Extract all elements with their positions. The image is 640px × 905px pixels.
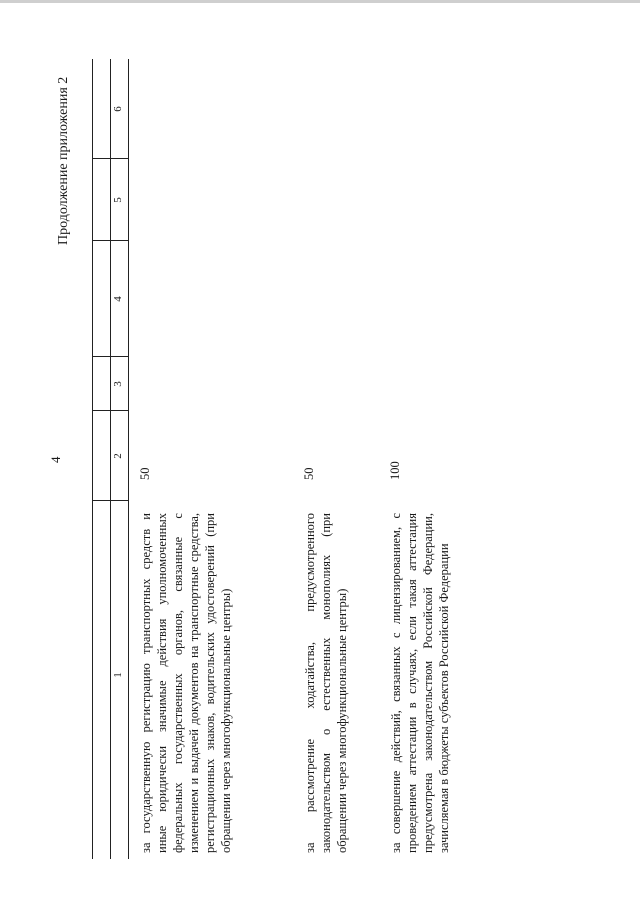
column-header-3: 3 bbox=[112, 381, 124, 387]
column-header-5: 5 bbox=[112, 197, 124, 203]
column-header-1: 1 bbox=[112, 672, 124, 678]
table-header-bottom-rule bbox=[128, 59, 129, 859]
column-header-2: 2 bbox=[112, 453, 124, 459]
table-top-rule bbox=[92, 59, 93, 859]
table-header-rule bbox=[110, 59, 111, 859]
column-header-4: 4 bbox=[112, 296, 124, 302]
table-row-1-amount: 50 bbox=[138, 467, 152, 480]
table-row-2-description: за рассмотрение ходатайства, предусмотренного законодательством о естественных монополиях (при обращении через многофункциональные центры) bbox=[303, 513, 349, 853]
appendix-continuation-heading: Продолжение приложения 2 bbox=[56, 76, 71, 245]
table-row-1-description: за государственную регистрацию транспортных средств и иные юридически значимые действия уполномоченных федеральных государственных органов, связанные с изменением и выдачей документов на транспортные средства, регистрационных знаков, водительских удостоверений (при обращении через многофункциональные центры) bbox=[139, 513, 233, 853]
table-row-2-amount: 50 bbox=[302, 467, 316, 480]
table-row-3-description: за совершение действий, связанных с лицензированием, с проведением аттестации в случаях, если такая аттестация предусмотрена законодательством Российской Федерации, зачисляемая в бюджеты субъектов Российской Федерации bbox=[389, 513, 451, 853]
column-header-6: 6 bbox=[112, 106, 124, 112]
page-number: 4 bbox=[48, 456, 63, 463]
table-row-3-amount: 100 bbox=[388, 461, 402, 480]
